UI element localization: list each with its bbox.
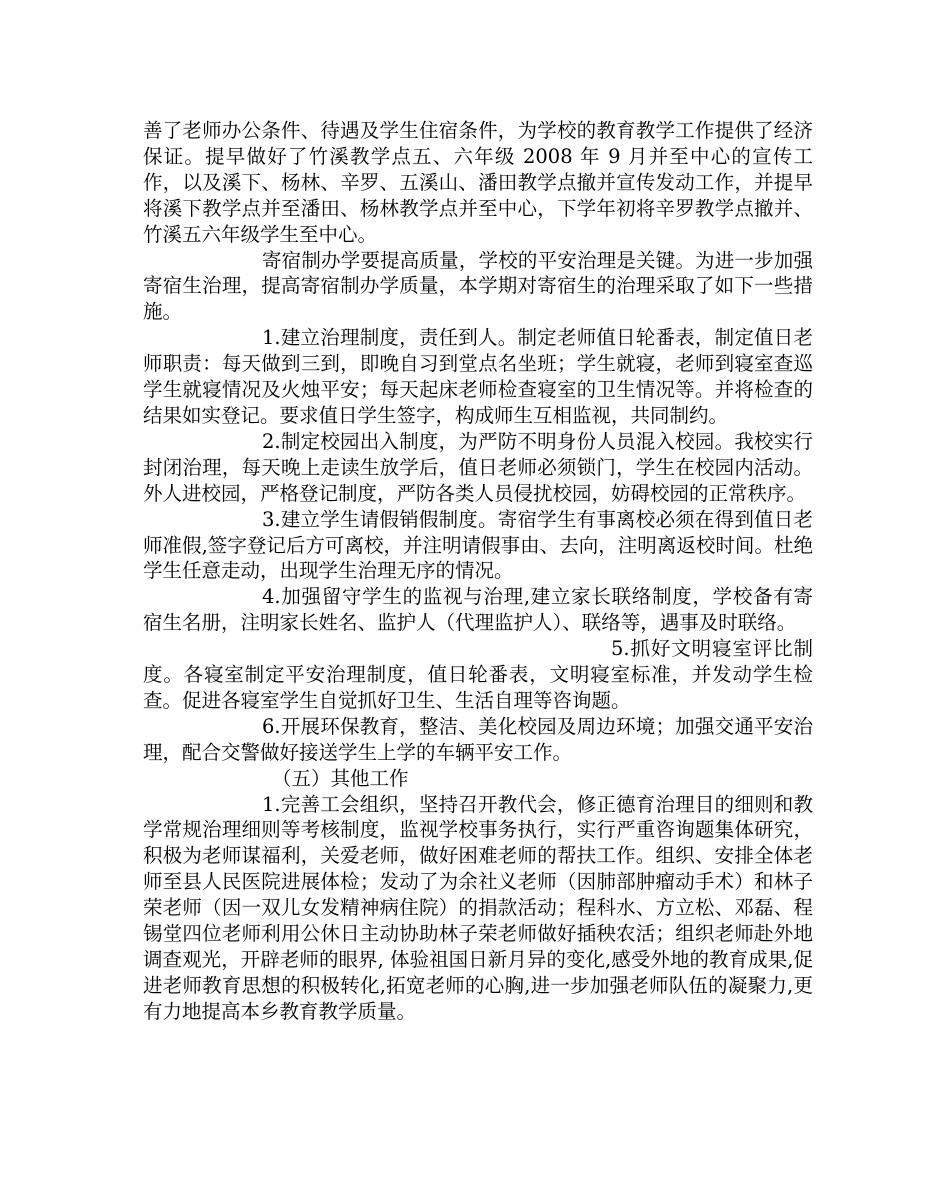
paragraph-7: 5.抓好文明寝室评比制度。各寝室制定平安治理制度，值日轮番表，文明寝室标准，并发动学生检查。促进各寝室学生自觉抓好卫生、生活自理等咨询题。 bbox=[143, 637, 813, 712]
paragraph-3: 1.建立治理制度，责任到人。制定老师值日轮番表，制定值日老师职责：每天做到三到，即晚自习到堂点名坐班；学生就寝，老师到寝室查巡学生就寝情况及火烛平安；每天起床老师检查寝室的卫生情况等。并将检查的结果如实登记。要求值日学生签字，构成师生互相监视，共同制约。 bbox=[143, 326, 813, 427]
paragraph-8: 6.开展环保教育，整洁、美化校园及周边环境；加强交通平安治理，配合交警做好接送学生上学的车辆平安工作。 bbox=[143, 714, 813, 764]
paragraph-6: 4.加强留守学生的监视与治理,建立家长联络制度，学校备有寄宿生名册，注明家长姓名、监护人（代理监护人）、联络等，遇事及时联络。 bbox=[143, 585, 813, 635]
paragraph-4: 2.制定校园出入制度，为严防不明身份人员混入校园。我校实行封闭治理，每天晚上走读生放学后，值日老师必须锁门，学生在校园内活动。外人进校园，严格登记制度，严防各类人员侵扰校园，妨碍校园的正常秩序。 bbox=[143, 429, 813, 505]
paragraph-2: 寄宿制办学要提高质量，学校的平安治理是关键。为进一步加强寄宿生治理，提高寄宿制办学质量，本学期对寄宿生的治理采取了如下一些措施。 bbox=[143, 248, 813, 324]
section-heading: （五）其他工作 bbox=[272, 766, 409, 790]
paragraph-1: 善了老师办公条件、待遇及学生住宿条件，为学校的教育教学工作提供了经济保证。提早做好了竹溪教学点五、六年级 2008 年 9 月并至中心的宣传工作，以及溪下、杨林、辛罗、五溪山、潘田教学点撤并宣传发动工作，并提早将溪下教学点并至潘田、杨林教学点并至中心，下学年初将辛罗教学点撤并、竹溪五六年级学生至中心。 bbox=[143, 119, 813, 246]
document-page bbox=[143, 118, 813, 1025]
paragraph-9: 1.完善工会组织，坚持召开教代会，修正德育治理目的细则和教学常规治理细则等考核制度，监视学校事务执行，实行严重咨询题集体研究，积极为老师谋福利，关爱老师，做好困难老师的帮扶工作。组织、安排全体老师至县人民医院进展体检；发动了为余社义老师（因肺部肿瘤动手术）和林子荣老师（因一双儿女发精神病住院）的捐款活动；程科水、方立松、邓磊、程锡堂四位老师利用公休日主动协助林子荣老师做好插秧农活；组织老师赴外地调查观光，开辟老师的眼界, 体验祖国日新月异的变化,感受外地的教育成果,促进老师教育思想的积极转化,拓宽老师的心胸,进一步加强老师队伍的凝聚力,更有力地提高本乡教育教学质量。 bbox=[143, 792, 813, 1023]
paragraph-5: 3.建立学生请假销假制度。寄宿学生有事离校必须在得到值日老师准假,签字登记后方可离校，并注明请假事由、去向，注明离返校时间。杜绝学生任意走动，出现学生治理无序的情况。 bbox=[143, 507, 813, 583]
